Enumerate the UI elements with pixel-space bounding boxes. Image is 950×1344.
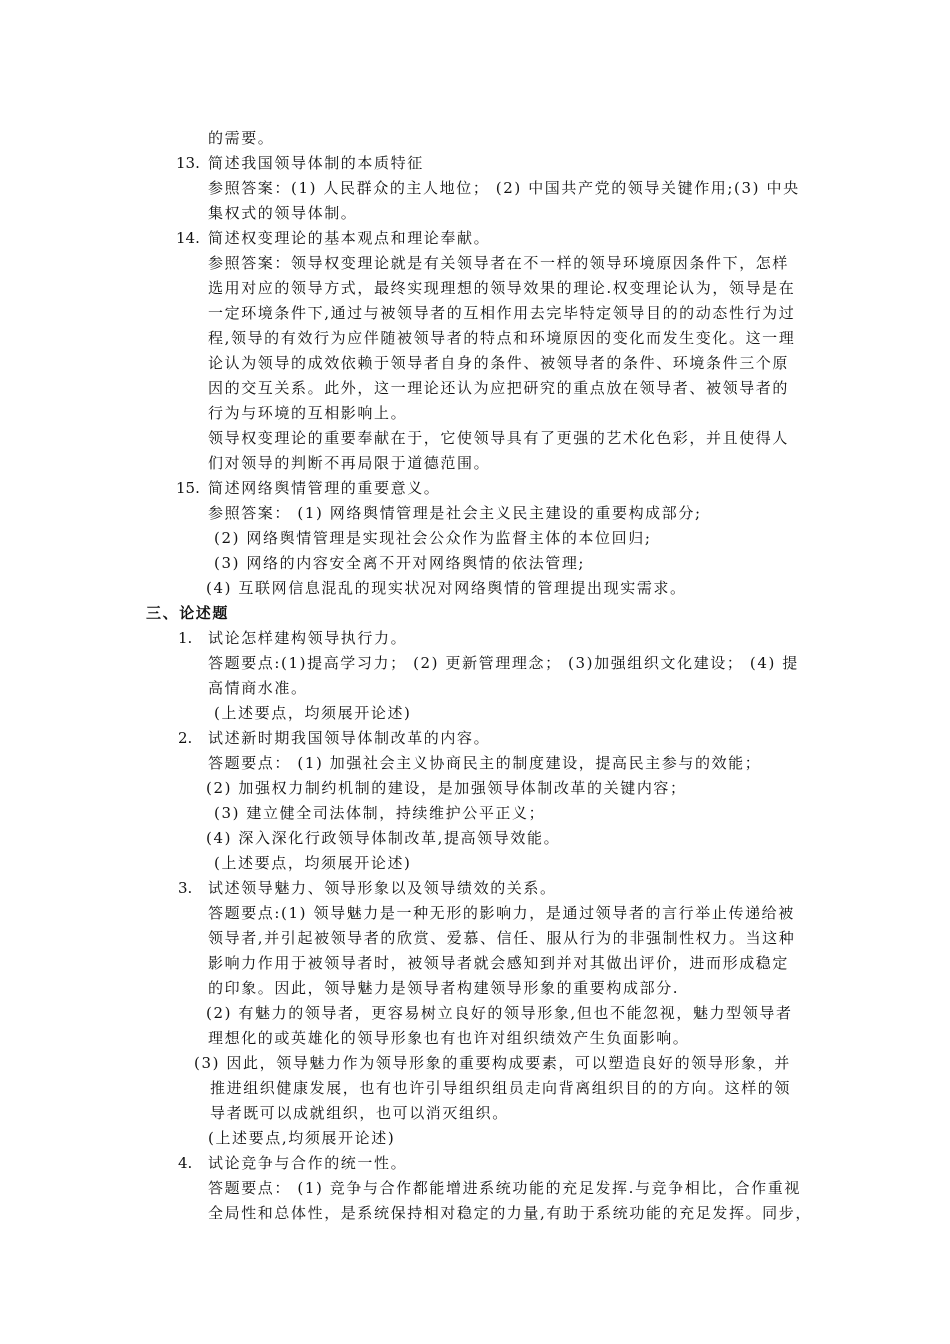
e3-title: 试述领导魅力、领导形象以及领导绩效的关系。	[208, 879, 557, 897]
e1-title: 试论怎样建构领导执行力。	[208, 629, 408, 647]
e2-answer-line: (4) 深入深化行政领导体制改革,提高领导效能。	[206, 829, 561, 847]
q13-answer-line: 参照答案：(1) 人民群众的主人地位； (2) 中国共产党的领导关键作用;(3) 中央	[208, 179, 800, 197]
q15-answer-line: (3) 网络的内容安全离不开对网络舆情的依法管理;	[214, 554, 586, 572]
q14-number: 14.	[176, 229, 200, 247]
q15-answer-line: (4) 互联网信息混乱的现实状况对网络舆情的管理提出现实需求。	[206, 579, 687, 597]
e3-answer-line: 影响力作用于被领导者时，被领导者就会感知到并对其做出评价，进而形成稳定	[208, 954, 790, 972]
e2-answer-line: 答题要点： (1) 加强社会主义协商民主的制度建设，提高民主参与的效能；	[208, 754, 762, 772]
e4-answer-line: 全局性和总体性，是系统保持相对稳定的力量,有助于系统功能的充足发挥。同步，	[208, 1204, 812, 1222]
e2-answer-line: (3) 建立健全司法体制，持续维护公平正义；	[214, 804, 546, 822]
q14-answer-line: 们对领导的判断不再局限于道德范围。	[208, 454, 491, 472]
e3-answer-line: 领导者,并引起被领导者的欣赏、爱慕、信任、服从行为的非强制性权力。当这种	[208, 929, 796, 947]
e1-number: 1.	[178, 629, 193, 647]
q14-answer-line: 行为与环境的互相影响上。	[208, 404, 408, 422]
q14-answer-line: 论认为领导的成效依赖于领导者自身的条件、被领导者的条件、环境条件三个原	[208, 354, 790, 372]
e3-answer-note: (上述要点,均须展开论述)	[208, 1129, 396, 1147]
e1-answer-note: (上述要点，均须展开论述)	[214, 704, 412, 722]
q15-answer-line: (2) 网络舆情管理是实现社会公众作为监督主体的本位回归;	[214, 529, 652, 547]
q15-answer-line: 参照答案： (1) 网络舆情管理是社会主义民主建设的重要构成部分;	[208, 504, 702, 522]
q13-title: 简述我国领导体制的本质特征	[208, 154, 424, 172]
q14-answer-line: 领导权变理论的重要奉献在于，它使领导具有了更强的艺术化色彩，并且使得人	[208, 429, 790, 447]
q13-number: 13.	[176, 154, 200, 172]
e1-answer-line: 答题要点:(1)提高学习力； (2) 更新管理理念； (3)加强组织文化建设； (4) 提	[208, 654, 799, 672]
e4-title: 试论竞争与合作的统一性。	[208, 1154, 408, 1172]
q13-answer-line: 集权式的领导体制。	[208, 204, 358, 222]
q14-answer-line: 程,领导的有效行为应伴随被领导者的特点和环境原因的变化而发生变化。这一理	[208, 329, 796, 347]
e2-answer-note: (上述要点，均须展开论述)	[214, 854, 412, 872]
q15-title: 简述网络舆情管理的重要意义。	[208, 479, 441, 497]
e2-answer-line: (2) 加强权力制约机制的建设，是加强领导体制改革的关键内容；	[206, 779, 687, 797]
e2-title: 试述新时期我国领导体制改革的内容。	[208, 729, 491, 747]
e3-number: 3.	[178, 879, 193, 897]
e3-answer-line: 答题要点:(1) 领导魅力是一种无形的影响力，是通过领导者的言行举止传递给被	[208, 904, 795, 922]
e3-answer-line: (2) 有魅力的领导者，更容易树立良好的领导形象,但也不能忽视，魅力型领导者	[206, 1004, 793, 1022]
e3-answer-line: 理想化的或英雄化的领导形象也有也许对组织绩效产生负面影响。	[208, 1029, 690, 1047]
q14-title: 简述权变理论的基本观点和理论奉献。	[208, 229, 491, 247]
q14-answer-line: 一定环境条件下,通过与被领导者的互相作用去完毕特定领导目的的动态性行为过	[208, 304, 796, 322]
e2-number: 2.	[178, 729, 193, 747]
e4-number: 4.	[178, 1154, 193, 1172]
q14-answer-line: 参照答案：领导权变理论就是有关领导者在不一样的领导环境原因条件下，怎样	[208, 254, 790, 272]
e4-answer-line: 答题要点： (1) 竞争与合作都能增进系统功能的充足发挥.与竞争相比，合作重视	[208, 1179, 801, 1197]
e3-answer-line: 导者既可以成就组织，也可以消灭组织。	[210, 1104, 509, 1122]
q14-answer-line: 因的交互关系。此外，这一理论还认为应把研究的重点放在领导者、被领导者的	[208, 379, 790, 397]
prev-answer-tail: 的需要。	[208, 129, 275, 147]
e3-answer-line: 的印象。因此，领导魅力是领导者构建领导形象的重要构成部分.	[208, 979, 680, 997]
e1-answer-line: 高情商水准。	[208, 679, 308, 697]
section-heading-essay: 三、论述题	[146, 604, 230, 622]
q15-number: 15.	[176, 479, 200, 497]
e3-answer-line: 推进组织健康发展，也有也许引导组织组员走向背离组织目的的方向。这样的领	[210, 1079, 792, 1097]
q14-answer-line: 选用对应的领导方式，最终实现理想的领导效果的理论.权变理论认为，领导是在	[208, 279, 796, 297]
e3-answer-line: (3) 因此，领导魅力作为领导形象的重要构成要素，可以塑造良好的领导形象，并	[194, 1054, 791, 1072]
